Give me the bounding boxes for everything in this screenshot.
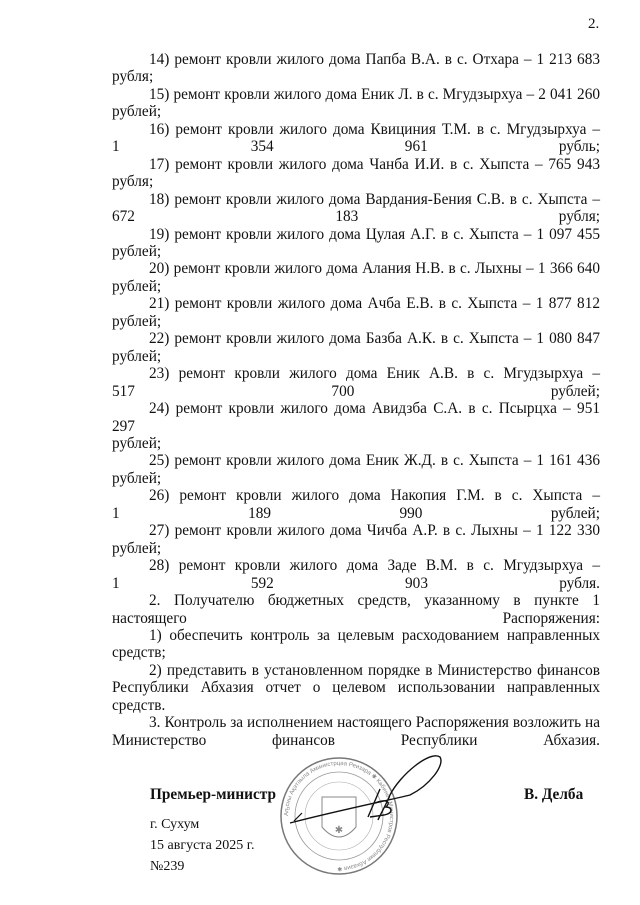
list-item-line: 16) ремонт кровли жилого дома Квициния Т.М. в с. Мгудзырхуа –	[149, 120, 600, 138]
list-item-line: 19) ремонт кровли жилого дома Цулая А.Г. в с. Хыпста – 1 097 455	[149, 225, 600, 243]
svg-text:Аҧсны Ақәтәыла Аминистрцәа Реи: Аҧсны Ақәтәыла Аминистрцәа Реизара ✱ Кабинет Министров Республики Абхазия ✱	[283, 760, 395, 872]
list-item-continuation: 517 700 рублей;	[112, 382, 600, 400]
document-body	[112, 51, 600, 749]
list-item-continuation: рублей;	[112, 434, 162, 452]
section-2-subitem-1-continuation: средств;	[112, 644, 166, 662]
signatory-position: Премьер-министр	[150, 786, 276, 803]
list-item-continuation: 672 183 рубля;	[112, 208, 600, 226]
section-3-line: 3. Контроль за исполнением настоящего Распоряжения возложить на	[149, 714, 600, 732]
list-item-continuation: рублей;	[112, 347, 162, 365]
section-2-subitem-1: 1) обеспечить контроль за целевым расходованием направленных	[149, 626, 600, 644]
page-number: 2.	[588, 16, 600, 32]
date: 15 августа 2025 г.	[150, 838, 255, 853]
section-2-subitem-2-end: средств.	[112, 696, 166, 714]
list-item-line: 24) ремонт кровли жилого дома Авидзба С.А. в с. Псырцха – 951 297	[112, 400, 600, 435]
section-2-line: 2. Получателю бюджетных средств, указанному в пункте 1	[149, 592, 600, 610]
list-item-line: 15) ремонт кровли жилого дома Еник Л. в с. Мгудзырхуа – 2 041 260	[149, 85, 600, 103]
list-item-continuation: рублей;	[112, 312, 162, 330]
section-3-continuation: Министерство финансов Республики Абхазия.	[112, 731, 600, 749]
document-number: №239	[150, 859, 185, 874]
signatory-name: В. Делба	[524, 786, 584, 803]
list-item-continuation: рубля;	[112, 173, 154, 191]
svg-text:✱: ✱	[334, 825, 344, 836]
section-2-continuation: настоящего Распоряжения:	[112, 609, 600, 627]
handwritten-signature	[280, 755, 460, 855]
list-item-line: 28) ремонт кровли жилого дома Заде В.М. в с. Мгудзырхуа –	[149, 557, 600, 575]
list-item-line: 18) ремонт кровли жилого дома Вардания-Бения С.В. в с. Хыпста –	[149, 190, 600, 208]
list-item-line: 23) ремонт кровли жилого дома Еник А.В. в с. Мгудзырхуа –	[149, 365, 600, 383]
list-item-line: 21) ремонт кровли жилого дома Ачба Е.В. в с. Хыпста – 1 877 812	[149, 295, 600, 313]
list-item-line: 20) ремонт кровли жилого дома Алания Н.В. в с. Лыхны – 1 366 640	[149, 260, 600, 278]
list-item-continuation: 1 354 961 рубль;	[112, 138, 600, 156]
list-item-continuation: рублей;	[112, 539, 162, 557]
list-item-line: 17) ремонт кровли жилого дома Чанба И.И. в с. Хыпста – 765 943	[149, 155, 600, 173]
list-item-continuation: рублей;	[112, 469, 162, 487]
list-item-continuation: рубля;	[112, 68, 154, 86]
list-item-line: 22) ремонт кровли жилого дома Базба А.К. в с. Хыпста – 1 080 847	[149, 330, 600, 348]
list-item-continuation: 1 592 903 рубля.	[112, 574, 600, 592]
list-item-continuation: 1 189 990 рублей;	[112, 504, 600, 522]
section-2-subitem-2: 2) представить в установленном порядке в Министерство финансов	[149, 661, 600, 679]
list-item-line: 26) ремонт кровли жилого дома Накопия Г.М. в с. Хыпста –	[149, 487, 600, 505]
list-item-continuation: рублей;	[112, 242, 162, 260]
list-item-line: 14) ремонт кровли жилого дома Папба В.А. в с. Отхара – 1 213 683	[149, 51, 600, 68]
list-item-line: 25) ремонт кровли жилого дома Еник Ж.Д. в с. Хыпста – 1 161 436	[149, 452, 600, 470]
list-item-line: 27) ремонт кровли жилого дома Чичба А.Р. в с. Лыхны – 1 122 330	[149, 522, 600, 540]
section-2-subitem-2-continuation: Республики Абхазия отчет о целевом использовании направленных	[112, 679, 600, 697]
list-item-continuation: рублей;	[112, 103, 162, 121]
city: г. Сухум	[150, 817, 200, 832]
list-item-continuation: рублей;	[112, 277, 162, 295]
